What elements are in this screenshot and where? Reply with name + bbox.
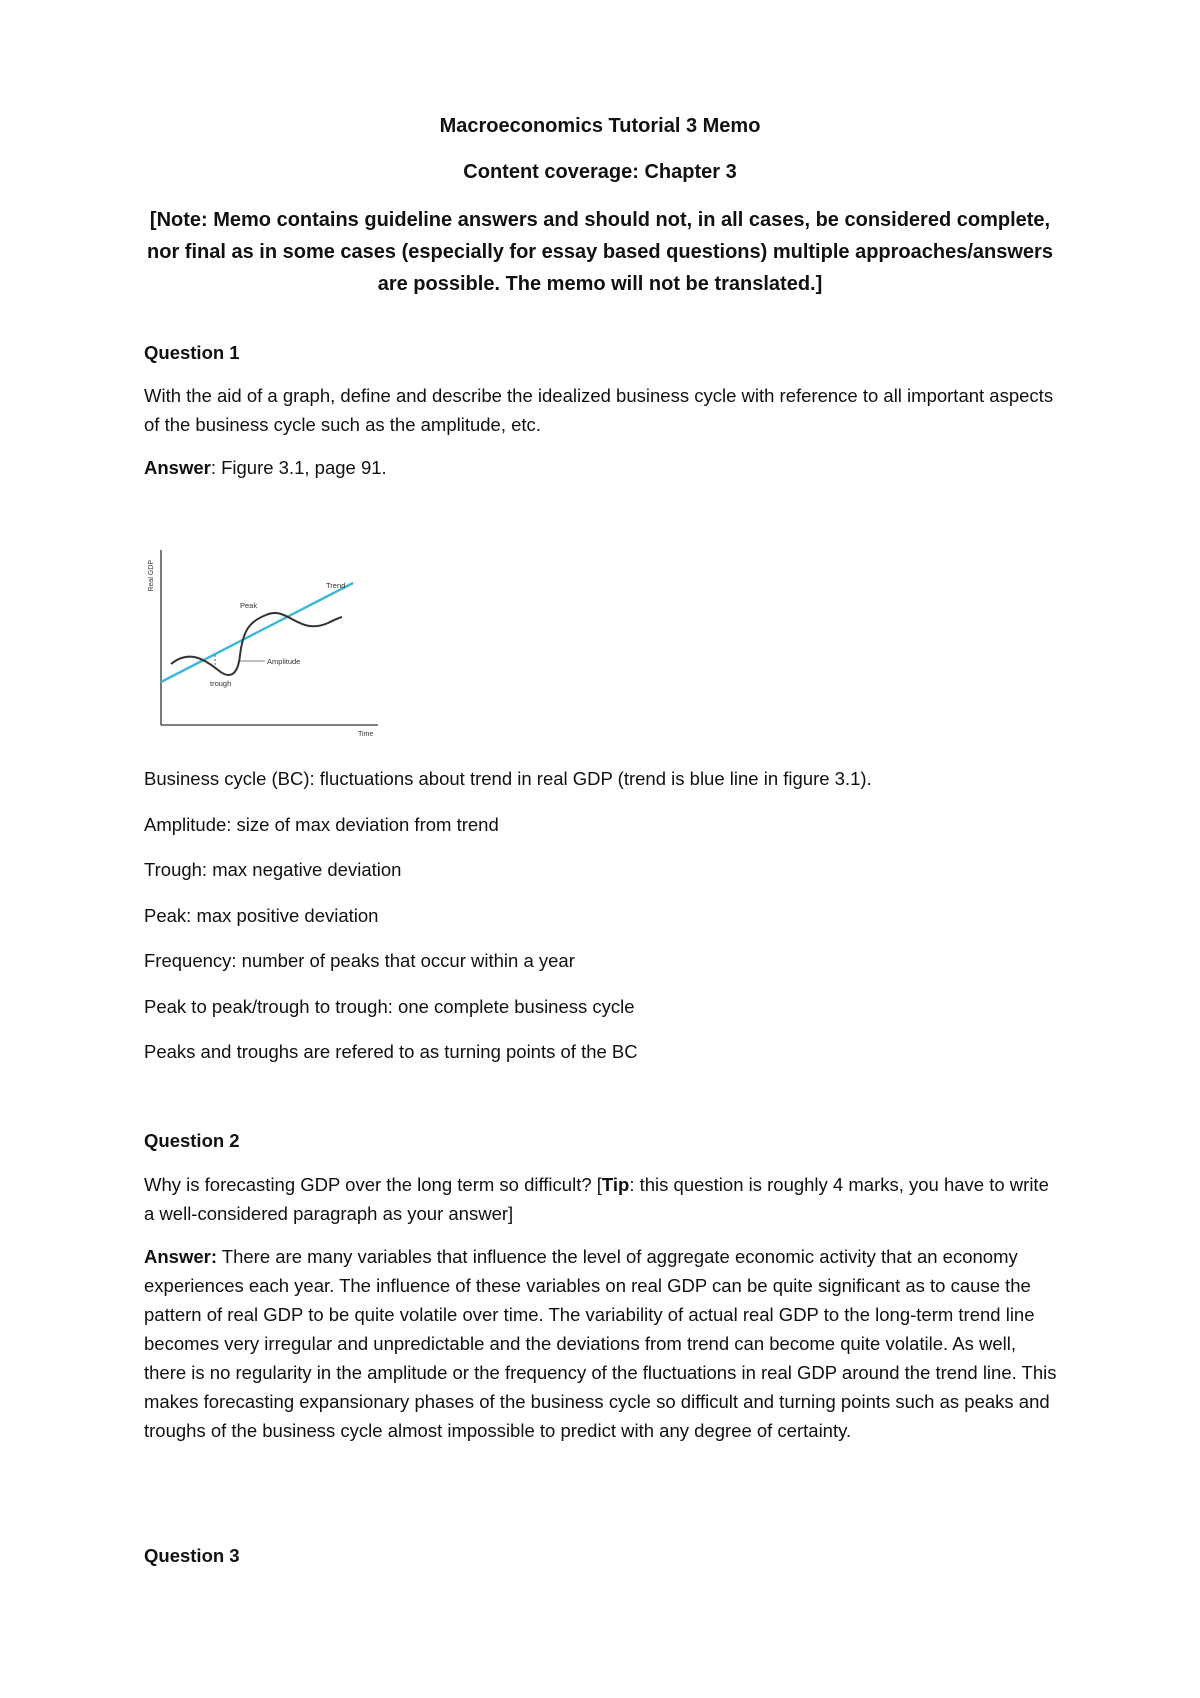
memo-note: [Note: Memo contains guideline answers and should not, in all cases, be considered complete, nor final as in some cases (especially for essay based questions) multiple approaches/answers are possible. The memo will not be translated.] <box>147 209 1053 295</box>
question-2 <box>144 1126 1060 1155</box>
definition-item: Peak: max positive deviation <box>144 904 379 926</box>
question-1-text: With the aid of a graph, define and describe the idealized business cycle with reference to all important aspects of the business cycle such as the amplitude, etc. <box>144 385 1054 435</box>
definition-item: Amplitude: size of max deviation from trend <box>144 813 499 835</box>
question-1-answer <box>144 453 1060 482</box>
x-axis-label: Time <box>358 731 374 738</box>
amplitude-label: Amplitude <box>267 657 301 666</box>
question-3 <box>144 1541 1060 1570</box>
tip-label: Tip <box>601 1174 630 1195</box>
question-1-text-block <box>144 381 1060 439</box>
peak-label: Peak <box>240 601 258 610</box>
trend-label: Trend <box>326 581 346 590</box>
business-cycle-figure <box>148 540 388 740</box>
answer-label: Answer <box>144 457 211 478</box>
business-cycle-curve <box>171 613 342 675</box>
document-title: Macroeconomics Tutorial 3 Memo <box>439 115 761 137</box>
answer-label: Answer: <box>144 1246 217 1267</box>
document-header <box>144 112 1056 300</box>
answer-text: There are many variables that influence the level of aggregate economic activity that an economy experiences each year. The influence of these variables on real GDP can be quite significant as to cause the pattern of real GDP to be quite volatile over time. The variability of actual real GDP to the long-term trend line becomes very irregular and unpredictable and the deviations from trend can become quite volatile. As well, there is no regularity in the amplitude or the frequency of the fluctuations in real GDP around the trend line. This makes forecasting expansionary phases of the business cycle so difficult and turning points such as peaks and troughs of the business cycle almost impossible to predict with any degree of certainty. <box>144 1246 1057 1441</box>
content-coverage: Content coverage: Chapter 3 <box>463 161 737 183</box>
question-1 <box>144 338 1060 367</box>
question-2-answer <box>144 1242 1060 1445</box>
definitions-list <box>144 764 1060 1083</box>
definition-item: Frequency: number of peaks that occur within a year <box>144 950 575 971</box>
question-2-text-block <box>144 1170 1060 1228</box>
trough-label: trough <box>210 679 232 688</box>
definition-item: Peak to peak/trough to trough: one complete business cycle <box>144 995 635 1017</box>
trend-line <box>161 583 353 682</box>
answer-text: : Figure 3.1, page 91. <box>210 457 387 478</box>
question-2-tip-text: : this question is roughly 4 marks, you have to write a well-considered paragraph as your answer] <box>144 1174 1049 1224</box>
question-1-heading: Question 1 <box>144 342 240 363</box>
y-axis-label: Real GDP <box>148 560 155 592</box>
definition-item: Trough: max negative deviation <box>144 859 402 880</box>
question-2-heading: Question 2 <box>144 1130 240 1151</box>
question-3-heading: Question 3 <box>144 1545 240 1566</box>
definition-item: Peaks and troughs are refered to as turning points of the BC <box>144 1041 638 1062</box>
question-2-text: Why is forecasting GDP over the long term so difficult? [ <box>144 1174 602 1195</box>
definition-item: Business cycle (BC): fluctuations about trend in real GDP (trend is blue line in figure 3.1). <box>144 768 872 789</box>
